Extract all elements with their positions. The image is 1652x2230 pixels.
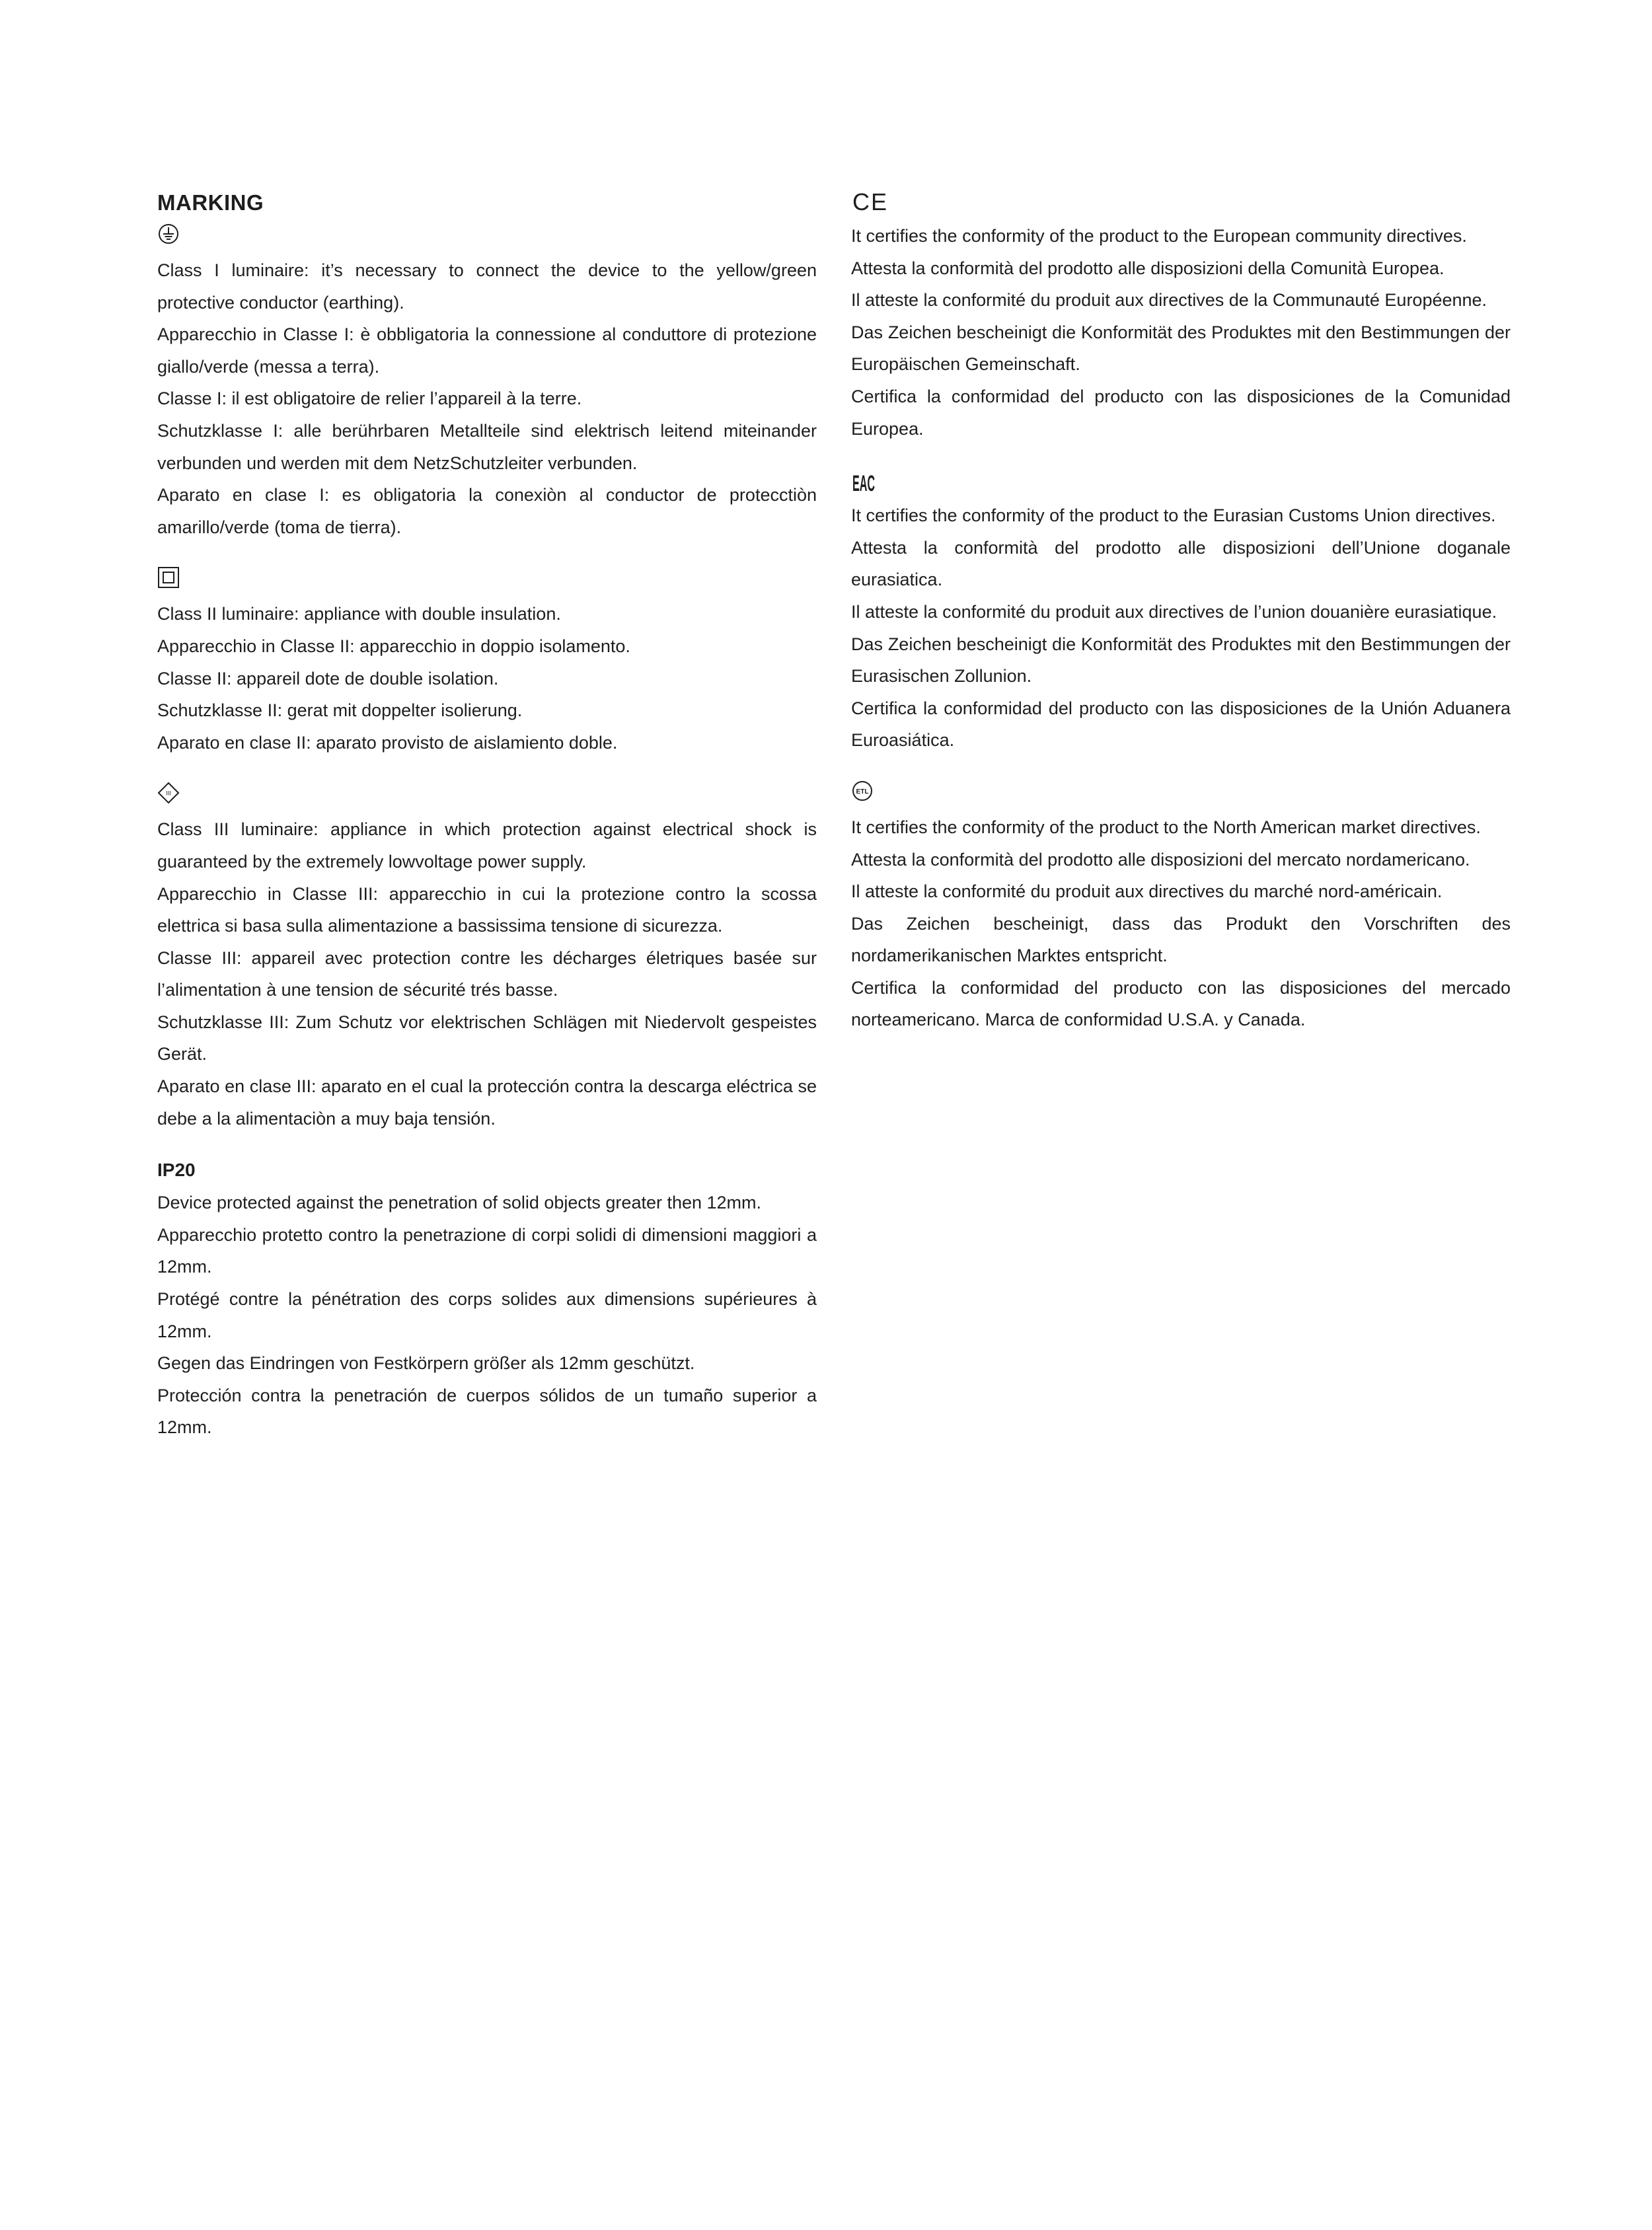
paragraph-fr: Classe II: appareil dote de double isolation. — [157, 668, 499, 688]
paragraph-fr: Classe I: il est obligatoire de relier l’appareil à la terre. — [157, 389, 582, 409]
paragraph-en: It certifies the conformity of the product to the Eurasian Customs Union directives. — [851, 505, 1496, 526]
paragraph-es: Aparato en clase II: aparato provisto de aislamiento doble. — [157, 732, 618, 753]
paragraph-de: Das Zeichen bescheinigt die Konformität des Produktes mit den Bestimmungen der Eurasischen Zollunion. — [851, 634, 1511, 687]
paragraph-fr: Classe III: appareil avec protection contre les décharges életriques basée sur l’alimentation à une tension de sécurité trés basse. — [157, 948, 817, 1000]
paragraph-de: Schutzklasse I: alle berührbaren Metallteile sind elektrisch leitend miteinander verbunden und werden mit dem NetzSchutzleiter verbunden. — [157, 420, 817, 473]
marking-heading: MARKING — [157, 190, 264, 215]
ce-symbol-text: CE — [852, 188, 889, 215]
ce-section — [851, 188, 1511, 445]
marking-section — [157, 188, 817, 543]
paragraph-en: It certifies the conformity of the product to the European community directives. — [851, 226, 1467, 246]
paragraph-de: Das Zeichen bescheinigt, dass das Produkt den Vorschriften des nordamerikanischen Marktes entspricht. — [851, 913, 1511, 966]
paragraph-fr: Protégé contre la pénétration des corps solides aux dimensions supérieures à 12mm. — [157, 1289, 817, 1341]
ip20-section — [157, 1158, 817, 1444]
paragraph-es: Certifica la conformidad del producto con las disposiciones de la Unión Aduanera Euroasiática. — [851, 698, 1511, 751]
paragraph-es: Aparato en clase III: aparato en el cual la protección contra la descarga eléctrica se debe a la alimentaciòn a muy baja tensión. — [157, 1076, 817, 1129]
protective-earth-icon — [157, 223, 817, 249]
paragraph-de: Schutzklasse III: Zum Schutz vor elektrischen Schlägen mit Niedervolt gespeistes Gerät. — [157, 1012, 817, 1064]
class-two-section — [157, 566, 817, 759]
paragraph-it: Attesta la conformità del prodotto alle disposizioni del mercato nordamericano. — [851, 849, 1470, 870]
etl-symbol-text: ETL — [856, 788, 869, 796]
paragraph-it: Attesta la conformità del prodotto alle disposizioni della Comunità Europea. — [851, 258, 1445, 278]
paragraph-fr: Il atteste la conformité du produit aux directives du marché nord-américain. — [851, 881, 1443, 902]
paragraph-es: Certifica la conformidad del producto con las disposiciones del mercado norteamericano. Marca de conformidad U.S.A. y Canada. — [851, 977, 1511, 1030]
right-column — [851, 188, 1511, 1059]
class-three-symbol-text: III — [166, 790, 171, 797]
class-three-section — [157, 782, 817, 1134]
double-insulation-icon — [157, 566, 817, 593]
paragraph-fr: Il atteste la conformité du produit aux directives de l’union douanière eurasiatique. — [851, 601, 1497, 622]
paragraph-en: Class II luminaire: appliance with double insulation. — [157, 604, 561, 624]
eac-section — [851, 468, 1511, 757]
left-column — [157, 188, 817, 1467]
class-three-icon — [157, 782, 817, 808]
paragraph-en: Class I luminaire: it’s necessary to connect the device to the yellow/green protective conductor (earthing). — [157, 260, 817, 313]
paragraph-es: Aparato en clase I: es obligatoria la conexiòn al conductor de protecctiòn amarillo/verde (toma de tierra). — [157, 485, 817, 537]
paragraph-it: Attesta la conformità del prodotto alle disposizioni dell’Unione doganale eurasiatica. — [851, 537, 1511, 590]
paragraph-de: Gegen das Eindringen von Festkörpern größer als 12mm geschützt. — [157, 1353, 695, 1374]
paragraph-en: Class III luminaire: appliance in which protection against electrical shock is guaranteed by the extremely lowvoltage power supply. — [157, 819, 817, 872]
etl-mark-icon — [851, 780, 1511, 806]
paragraph-en: It certifies the conformity of the product to the North American market directives. — [851, 817, 1481, 837]
paragraph-de: Schutzklasse II: gerat mit doppelter isolierung. — [157, 700, 523, 721]
paragraph-es: Certifica la conformidad del producto con las disposiciones de la Comunidad Europea. — [851, 386, 1511, 439]
paragraph-it: Apparecchio in Classe I: è obbligatoria la connessione al conduttore di protezione giallo/verde (messa a terra). — [157, 324, 817, 377]
paragraph-fr: Il atteste la conformité du produit aux directives de la Communauté Européenne. — [851, 290, 1487, 311]
paragraph-es: Protección contra la penetración de cuerpos sólidos de un tumaño superior a 12mm. — [157, 1385, 817, 1438]
paragraph-it: Apparecchio in Classe III: apparecchio in cui la protezione contro la scossa elettrica si basa sulla alimentazione a bassissima tensione di sicurezza. — [157, 883, 817, 936]
paragraph-it: Apparecchio in Classe II: apparecchio in doppio isolamento. — [157, 636, 630, 656]
etl-section — [851, 780, 1511, 1036]
paragraph-it: Apparecchio protetto contro la penetrazione di corpi solidi di dimensioni maggiori a 12mm. — [157, 1224, 817, 1277]
eac-mark-icon — [851, 468, 1511, 497]
ip20-heading: IP20 — [157, 1160, 196, 1181]
eac-symbol-text: EAC — [852, 471, 875, 497]
ce-mark-icon — [851, 188, 1511, 215]
paragraph-de: Das Zeichen bescheinigt die Konformität des Produktes mit den Bestimmungen der Europäischen Gemeinschaft. — [851, 322, 1511, 375]
paragraph-en: Device protected against the penetration of solid objects greater then 12mm. — [157, 1193, 762, 1213]
